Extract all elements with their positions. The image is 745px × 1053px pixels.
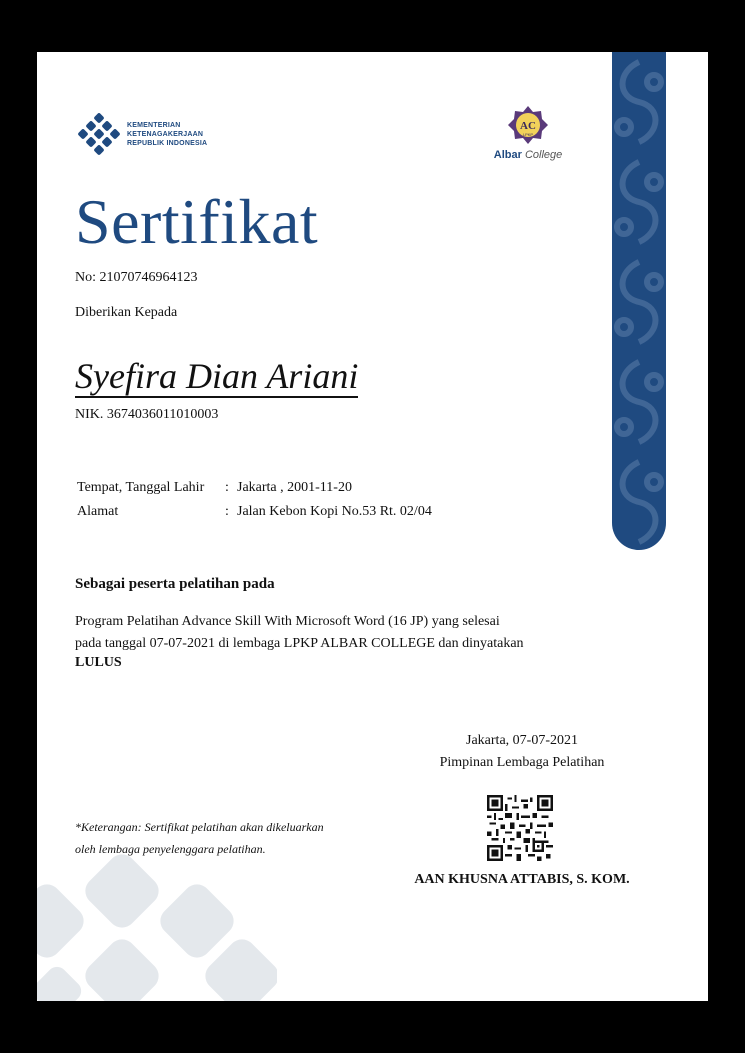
certificate-title: Sertifikat — [75, 186, 319, 257]
qr-code-icon — [487, 795, 553, 861]
recipient-nik: NIK. 3674036011010003 — [75, 407, 219, 422]
svg-text:LPKP: LPKP — [522, 132, 534, 137]
ministry-line-1: KEMENTERIAN — [127, 121, 181, 129]
footnote — [75, 816, 375, 860]
info-value: Jalan Kebon Kopi No.53 Rt. 02/04 — [237, 504, 432, 519]
certificate-number: No: 21070746964123 — [75, 270, 198, 285]
footnote-line-2: oleh lembaga penyelenggara pelatihan. — [75, 842, 266, 856]
given-to-label: Diberikan Kepada — [75, 305, 178, 320]
college-name — [493, 149, 563, 161]
ministry-name — [127, 121, 207, 148]
info-row-birth — [77, 480, 432, 504]
kemnaker-logo-icon — [77, 112, 121, 156]
training-line-1: Program Pelatihan Advance Skill With Microsoft Word (16 JP) yang selesai — [75, 614, 500, 629]
training-heading: Sebagai peserta pelatihan pada — [75, 576, 275, 592]
ministry-line-2: KETENAGAKERJAAN — [127, 130, 204, 138]
decorative-band — [612, 52, 666, 550]
albar-college-logo-icon — [507, 104, 549, 146]
info-separator: : — [225, 504, 229, 519]
signature-role: Pimpinan Lembaga Pelatihan — [439, 755, 605, 770]
background-pattern — [37, 851, 277, 1001]
training-result: LULUS — [75, 655, 122, 670]
signer-name: AAN KHUSNA ATTABIS, S. KOM. — [414, 872, 630, 887]
signature-place-date: Jakarta, 07-07-2021 — [466, 733, 578, 748]
info-label: Alamat — [77, 504, 119, 519]
info-label: Tempat, Tanggal Lahir — [77, 480, 205, 495]
ministry-line-3: REPUBLIK INDONESIA — [127, 139, 208, 147]
recipient-name: Syefira Dian Ariani — [75, 356, 359, 396]
training-line-2: pada tanggal 07-07-2021 di lembaga LPKP ALBAR COLLEGE dan dinyatakan — [75, 636, 524, 651]
info-value: Jakarta , 2001-11-20 — [237, 480, 352, 495]
ministry-logo — [77, 112, 207, 156]
footnote-line-1: *Keterangan: Sertifikat pelatihan akan dikeluarkan — [75, 820, 324, 834]
training-description — [75, 611, 575, 655]
recipient-info-table — [77, 480, 432, 528]
college-name-bold: Albar — [493, 149, 522, 161]
svg-text:AC: AC — [520, 120, 536, 132]
info-separator: : — [225, 480, 229, 495]
college-name-rest: College — [524, 149, 563, 161]
certificate-page — [37, 52, 708, 1001]
info-row-address — [77, 504, 432, 528]
college-logo — [493, 104, 563, 161]
